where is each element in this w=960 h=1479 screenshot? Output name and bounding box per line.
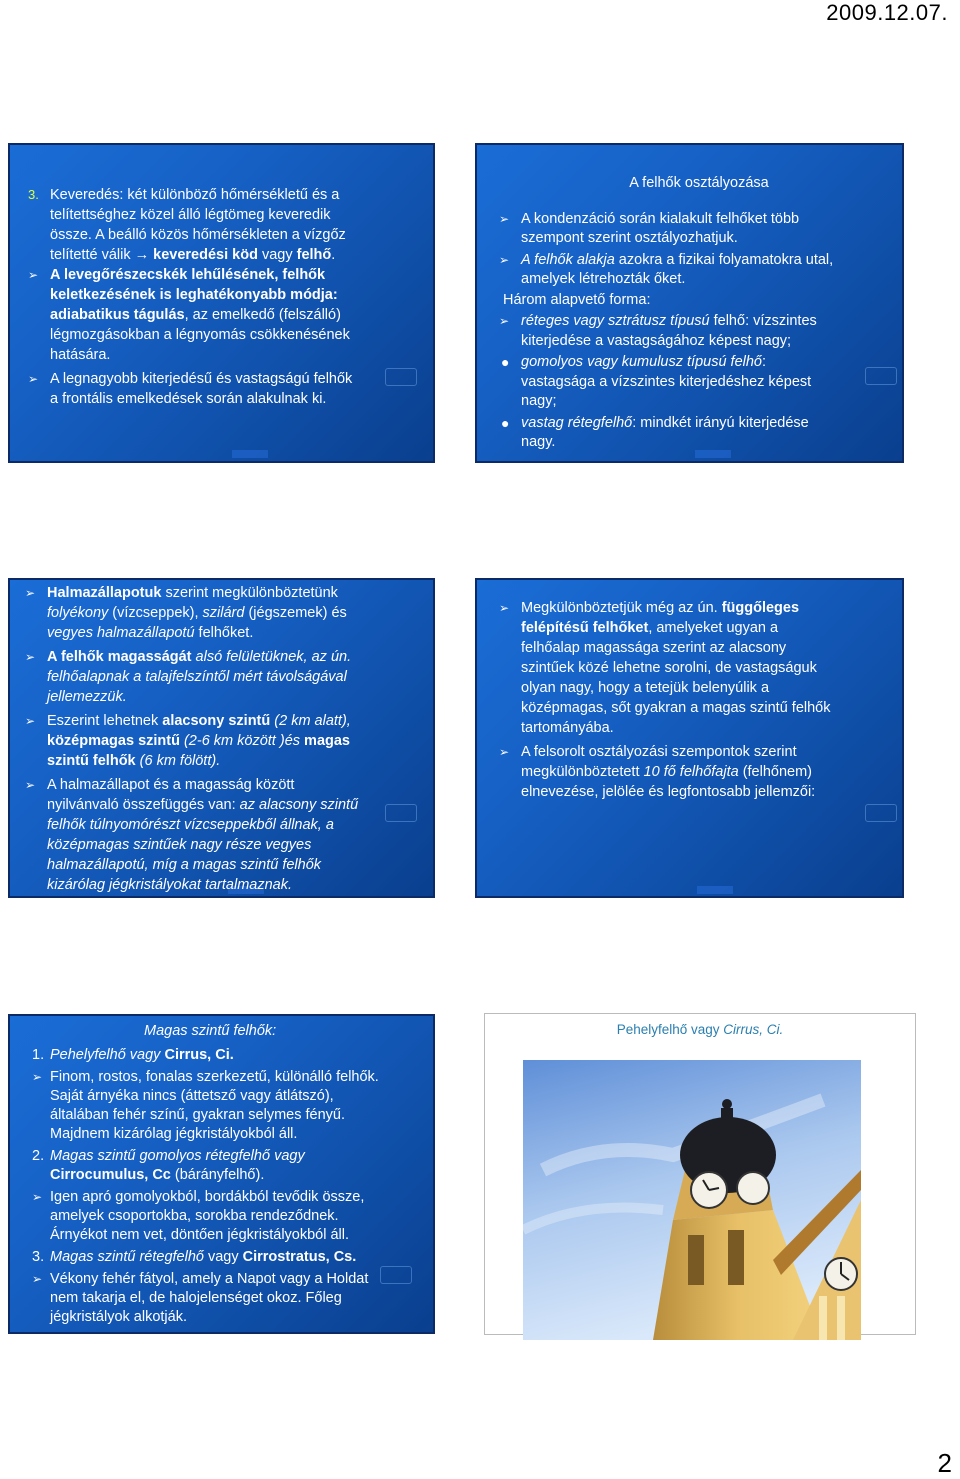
text-span: telítetté válik → (50, 247, 154, 263)
text-span: felhőket. (194, 625, 254, 641)
list-item (32, 1270, 432, 1327)
text-span: felhő: vízszintes (709, 313, 817, 329)
church-tower-photo (523, 1060, 861, 1340)
text-line (47, 647, 430, 667)
italic-term: réteges vagy sztrátusz típusú (521, 313, 710, 329)
text-line: légmozgásokban a légnyomás csökkenésének (50, 327, 350, 343)
text-span: (bárányfelhő). (170, 1167, 265, 1183)
list-item (32, 1046, 432, 1065)
bold-term: szintű felhők (47, 753, 136, 769)
text-line (521, 762, 899, 782)
bold-term: keveredési köd (153, 247, 258, 263)
text-line: A kondenzáció során kialakult felhőket több (521, 210, 800, 227)
text-line: középmagas, sőt gyakran a magas szintű felhők (521, 700, 831, 716)
italic-term: vegyes halmazállapotú (47, 625, 195, 641)
text-span: Megkülönböztetjük még az ún. (521, 600, 722, 616)
arrow-bullet-icon: ➢ (25, 586, 36, 600)
text-line: amelyek létrehozták őket. (521, 271, 686, 287)
bold-term: középmagas szintű (47, 733, 180, 749)
list-item (32, 1068, 432, 1144)
list-item (499, 353, 899, 412)
italic-term: az alacsony szintű (239, 797, 359, 813)
italic-term: Pehelyfelhő vagy (50, 1047, 165, 1063)
arrow-bullet-icon: ➢ (499, 314, 510, 328)
text-line (50, 245, 428, 265)
text-line: nagy; (521, 393, 557, 409)
list-item (499, 414, 899, 453)
list-item (25, 583, 430, 643)
text-line: A felsorolt osztályozási szempontok szerint (521, 744, 797, 760)
italic-term: alsó felületüknek, az ún. (191, 649, 352, 665)
text-line (47, 623, 430, 643)
list-item (28, 265, 428, 365)
text-line: szintűek közé lehetne sorolni, de vastagságuk (521, 660, 817, 676)
text-line (521, 312, 899, 332)
italic-term: szilárd (202, 605, 245, 621)
arrow-bullet-icon: ➢ (499, 745, 510, 759)
text-line: Vékony fehér fátyol, amely a Napot vagy a Holdat (50, 1271, 369, 1287)
list-item (499, 251, 899, 290)
page-number: 2 (937, 1448, 952, 1478)
bold-term: A felhők magasságát (47, 649, 192, 665)
text-line: A halmazállapot és a magasság között (47, 777, 295, 793)
arrow-bullet-icon: ➢ (25, 714, 36, 728)
italic-term: vastag rétegfelhő (521, 414, 633, 431)
text-line (47, 603, 430, 623)
bold-term: adiabatikus tágulás (50, 307, 185, 323)
slide-title: A felhők osztályozása (629, 175, 769, 191)
text-line (50, 305, 428, 325)
text-line: Igen apró gomolyokból, bordákból tevődik össze, (50, 1189, 365, 1205)
italic-term: (6 km fölött). (135, 753, 221, 769)
text-line: középmagas szintűek nagy része vegyes (47, 837, 312, 853)
slide-title (485, 1022, 915, 1037)
text-span: nyilvánvaló összefüggés van: (47, 797, 240, 813)
italic-term: Cirrus, Ci. (723, 1022, 784, 1037)
text-span: Pehelyfelhő vagy (616, 1022, 724, 1037)
arrow-bullet-icon: ➢ (499, 211, 510, 226)
text-span: azokra a fizikai folyamatokra utal, (614, 251, 834, 268)
text-line (47, 583, 430, 603)
list-item (32, 1248, 432, 1267)
text-line: Magas szintű gomolyos rétegfelhő vagy (50, 1148, 305, 1164)
list-number: 3. (28, 187, 39, 202)
list-item (25, 775, 430, 895)
slide-2 (475, 143, 904, 463)
arrow-bullet-icon: ➢ (28, 372, 39, 386)
list-item (499, 742, 899, 802)
text-line (47, 731, 430, 751)
text-line: Majdnem kizárólag jégkristályokból áll. (50, 1126, 298, 1142)
text-line: kizárólag jégkristályokat tartalmaznak. (47, 877, 292, 893)
text-line: telítettséghez közel álló légtömeg keveredik (50, 207, 331, 223)
text-line: amelyek csoportokba, sorokba rendeződnek. (50, 1208, 339, 1224)
bold-term: függőleges (721, 600, 800, 616)
slide-6 (484, 1013, 916, 1335)
text-line: általában fehér színű, gyakran selymes fényű. (50, 1107, 345, 1123)
text-line (47, 711, 430, 731)
text-span: (felhőnem) (738, 764, 813, 780)
arrow-bullet-icon: ➢ (32, 1272, 43, 1286)
slide-5 (8, 1014, 435, 1334)
text-line: hatására. (50, 347, 111, 363)
list-item (499, 312, 899, 351)
bold-term: alacsony szintű (162, 713, 271, 729)
text-line (521, 598, 899, 618)
bold-term: Cirrostratus, Cs. (242, 1249, 357, 1265)
bold-term: felépítésű felhőket (521, 620, 649, 636)
slide-3 (8, 578, 435, 898)
slide-title: Magas szintű felhők: (144, 1023, 277, 1039)
list-item (499, 598, 899, 738)
text-line: elnevezése, jelölée és legfontosabb jellemzői: (521, 784, 816, 800)
slide-1 (8, 143, 435, 463)
text-line: vastagsága a vízszintes kiterjedéshez képest (521, 373, 812, 390)
text-line: halmazállapotú, míg a magas szintű felhők (47, 857, 322, 873)
dot-bullet-icon: ● (501, 414, 510, 431)
list-item (32, 1188, 432, 1245)
italic-term: A felhők alakja (521, 251, 615, 268)
text-line: szempont szerint osztályozhatjuk. (521, 230, 738, 246)
text-line: felhőalapnak a talajfelszíntől mért távolságával (47, 669, 347, 685)
list-number: 1. (32, 1047, 45, 1063)
text-line (50, 1046, 432, 1065)
list-item (28, 369, 428, 409)
italic-term: (2-6 km között )és (179, 733, 305, 749)
text-line (50, 1248, 432, 1267)
text-line (521, 618, 899, 638)
text-line: keletkezésének is leghatékonyabb módja: (50, 287, 338, 303)
arrow-bullet-icon: ➢ (25, 650, 36, 664)
text-line: Finom, rostos, fonalas szerkezetű, különálló felhők. (50, 1069, 379, 1085)
text-span: . (331, 247, 336, 263)
text-span: vagy (257, 247, 297, 263)
text-span: , amelyeket ugyan a (648, 620, 779, 636)
list-number: 3. (32, 1249, 45, 1265)
text-line: Saját árnyéka nincs (áttetsző vagy átlátszó), (50, 1088, 334, 1104)
arrow-bullet-icon: ➢ (32, 1070, 43, 1084)
dot-bullet-icon: ● (501, 354, 510, 370)
arrow-bullet-icon: ➢ (25, 778, 36, 792)
text-line (521, 353, 899, 373)
text-span: : (762, 354, 767, 370)
italic-term: gomolyos vagy kumulusz típusú felhő (521, 354, 762, 370)
text-line: nagy. (521, 434, 556, 450)
text-line (47, 795, 430, 815)
decoration (697, 886, 733, 894)
arrow-bullet-icon: ➢ (28, 268, 39, 282)
decoration (232, 450, 268, 458)
text-span: megkülönböztetett (521, 764, 644, 780)
text-line (50, 1166, 432, 1185)
text-line: a frontális emelkedések során alakulnak ki. (50, 391, 327, 407)
text-line: A legnagyobb kiterjedésű és vastagságú felhők (50, 371, 353, 387)
bold-term: Cirrocumulus, Cc (50, 1167, 171, 1183)
bold-term: Cirrus, Ci. (164, 1047, 234, 1063)
text-span: Eszerint lehetnek (47, 713, 163, 729)
slide-4 (475, 578, 904, 898)
italic-term: Magas szintű rétegfelhő (50, 1249, 204, 1265)
text-line: felhők túlnyomórészt vízcseppekből állnak, a (47, 817, 334, 833)
text-line: Keveredés: két különböző hőmérsékletű és a (50, 187, 340, 203)
bold-term: Halmazállapotuk (47, 585, 162, 601)
list-item (25, 711, 430, 771)
text-line: Árnyékot nem vet, döntően jégkristályokból áll. (50, 1227, 350, 1243)
list-item (499, 210, 899, 249)
bold-term: magas (304, 733, 350, 749)
watermark-icon (865, 804, 897, 822)
text-line: tartományába. (521, 720, 614, 736)
text-span: , az emelkedő (felszálló) (184, 307, 341, 323)
header-date: 2009.12.07. (826, 0, 948, 25)
text-line: A levegőrészecskék lehűlésének, felhők (50, 267, 326, 283)
text-span: (jégszemek) és (244, 605, 347, 621)
list-item (32, 1147, 432, 1185)
text-line: nem takarja el, de halojelenséget okoz. Főleg (50, 1290, 342, 1306)
list-number: 2. (32, 1148, 45, 1164)
text-span: vagy (203, 1249, 243, 1265)
intro-text: Három alapvető forma: (503, 291, 651, 308)
text-line (47, 751, 430, 771)
text-line: jégkristályok alkotják. (50, 1309, 187, 1325)
italic-term: folyékony (47, 605, 109, 621)
italic-term: 10 fő felhőfajta (643, 764, 739, 780)
italic-term: (2 km alatt), (270, 713, 351, 729)
bold-term: felhő (296, 247, 332, 263)
text-line: össze. A beálló közös hőmérsékleten a vízgőz (50, 227, 346, 243)
text-line: felhőalap magassága szerint az alacsony (521, 640, 787, 656)
text-span: : mindkét irányú kiterjedése (632, 414, 809, 431)
text-line: jellemezzük. (47, 689, 127, 705)
text-line: kiterjedése a vastagságához képest nagy; (521, 332, 792, 349)
arrow-bullet-icon: ➢ (499, 252, 510, 267)
arrow-bullet-icon: ➢ (32, 1190, 43, 1204)
list-item (28, 185, 428, 265)
list-item (25, 647, 430, 707)
text-line (521, 251, 899, 271)
text-line: olyan nagy, hogy a tetejük belenyúlik a (521, 680, 770, 696)
text-line (521, 414, 899, 434)
arrow-bullet-icon: ➢ (499, 601, 510, 615)
text-span: szerint megkülönböztetünk (161, 585, 338, 601)
text-span: (vízcseppek), (108, 605, 203, 621)
